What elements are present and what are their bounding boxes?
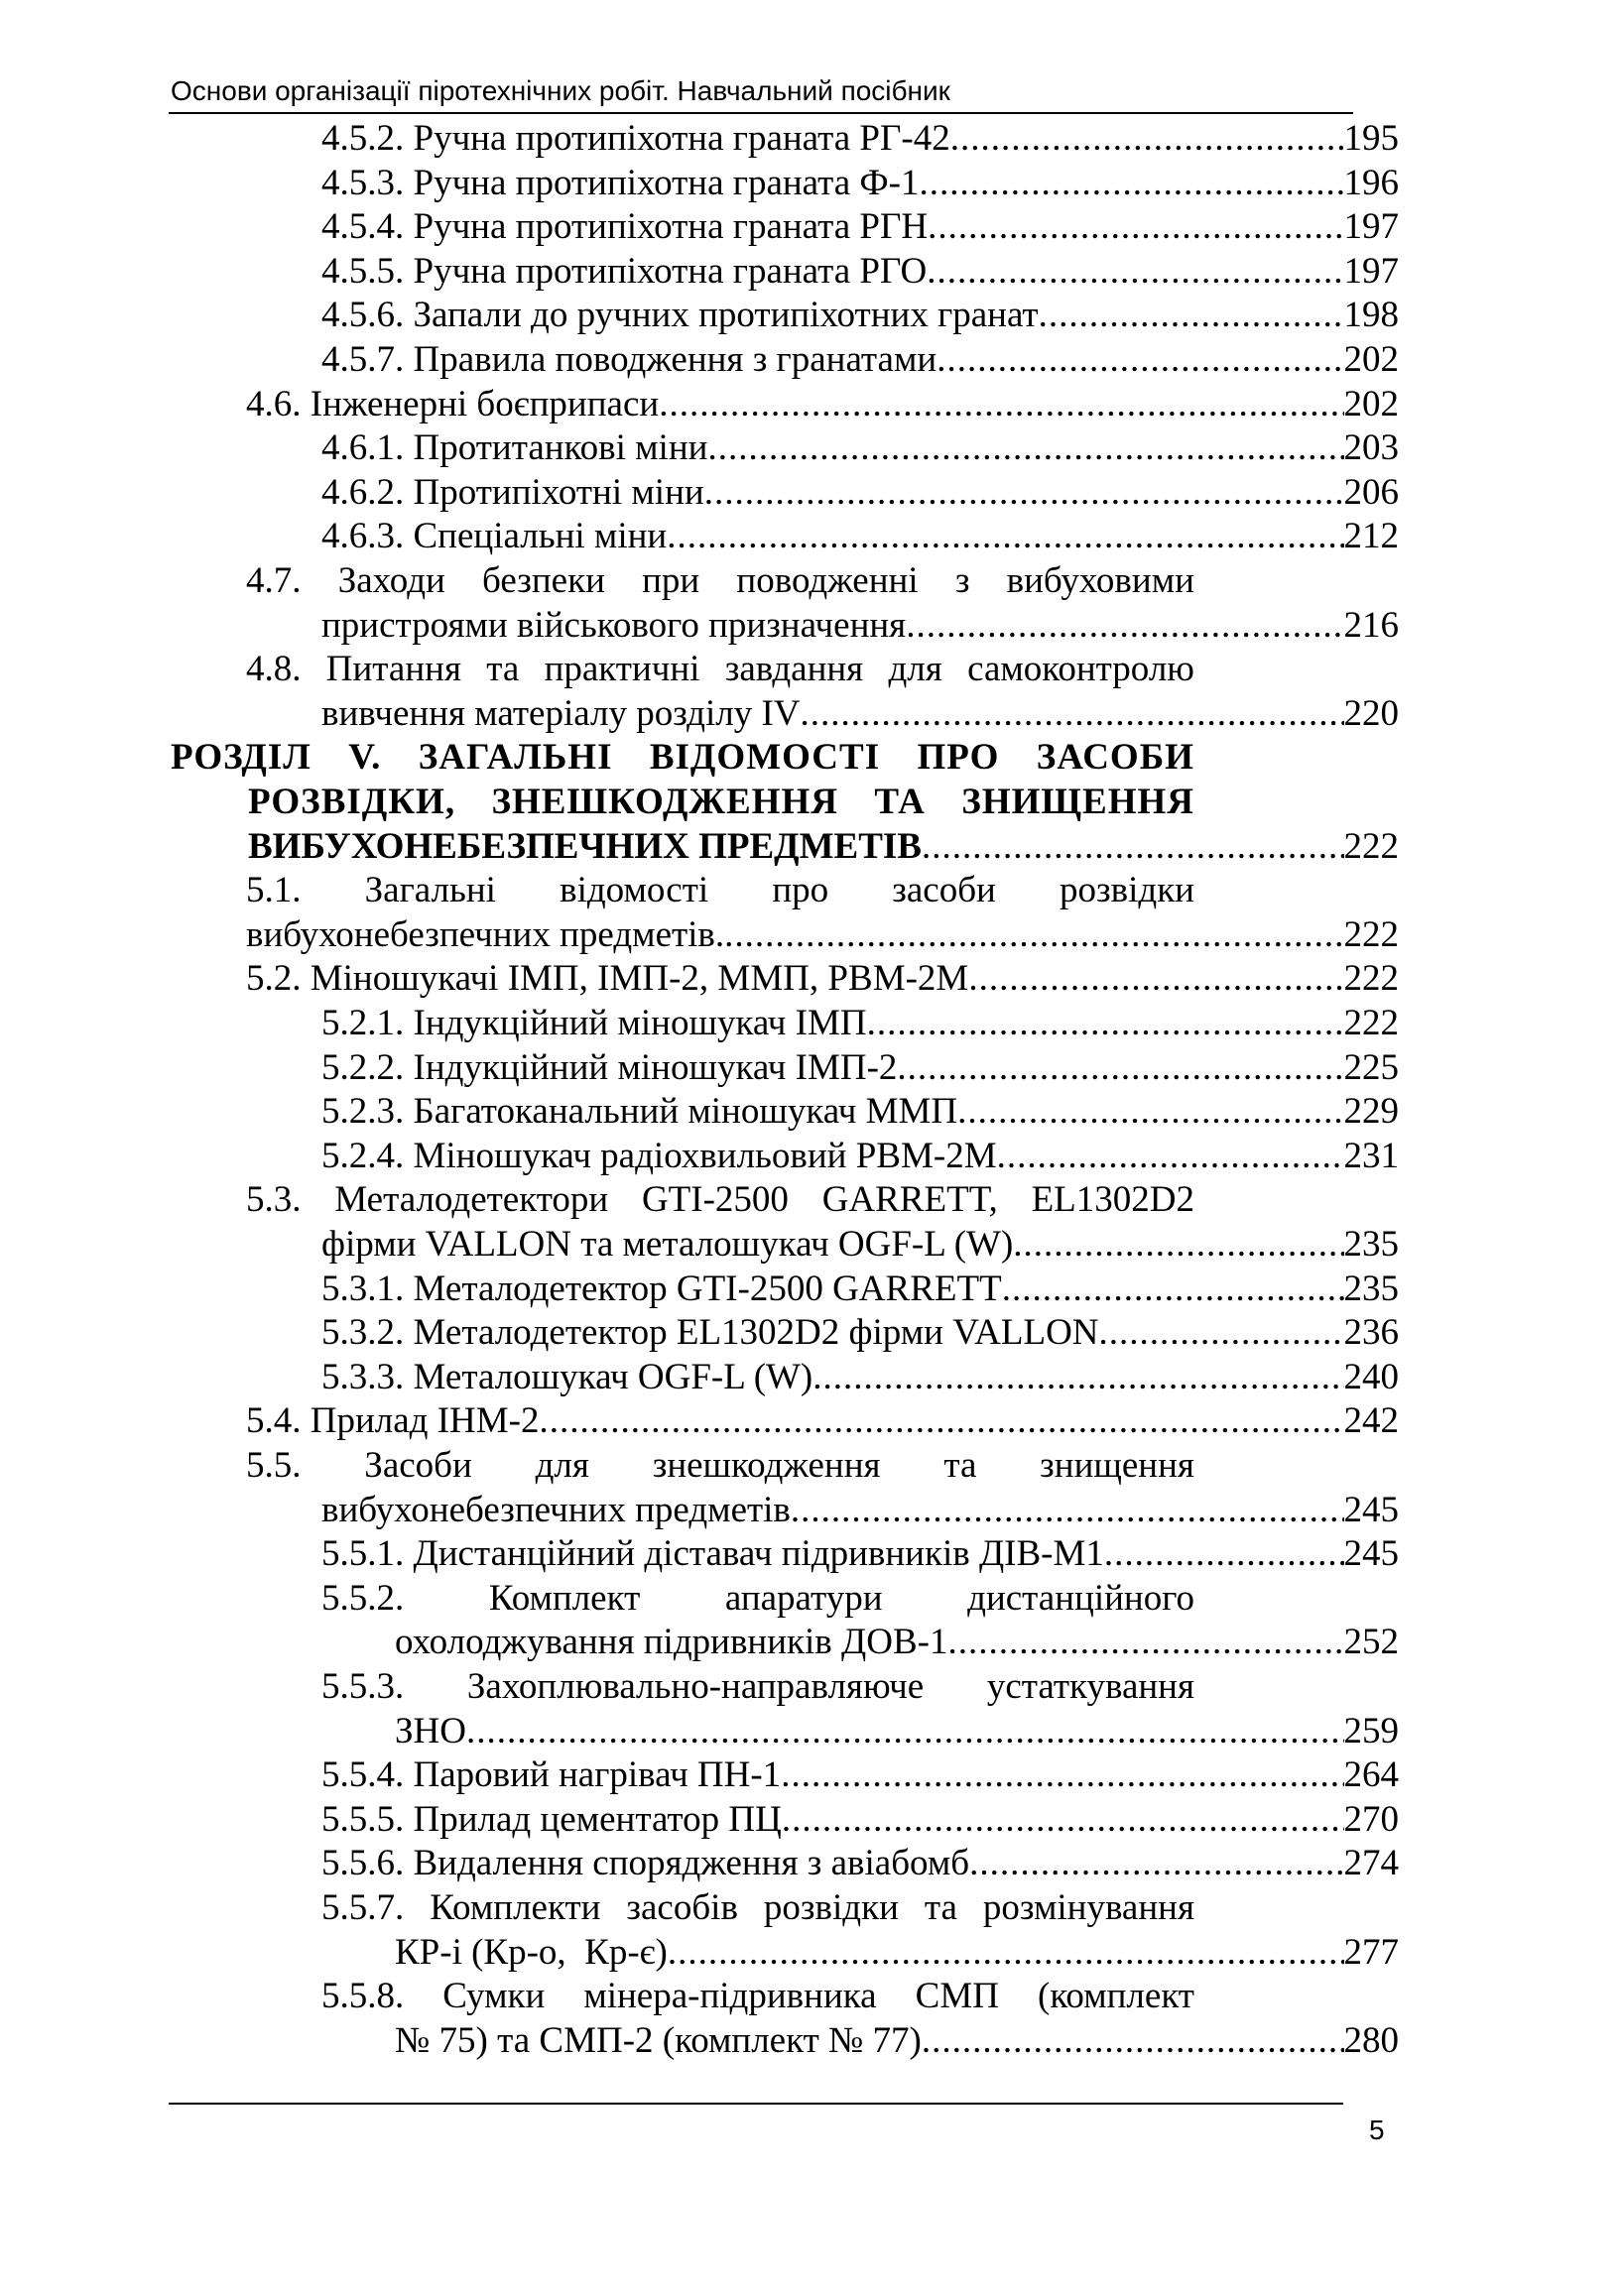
toc-leader-dots	[668, 1931, 1344, 1976]
toc-entry-line	[246, 1444, 1194, 1489]
toc-entry-label: вивчення матеріалу розділу IV	[321, 692, 801, 734]
toc-word: 5.5.	[246, 1445, 302, 1486]
toc-leader-dots	[969, 1842, 1343, 1886]
toc-entry-label: 5.2.4. Міношукач радіохвильовий РВМ-2М	[321, 1135, 997, 1176]
toc-word: 5.5.3.	[321, 1666, 405, 1707]
toc-entry-label: 5.2.1. Індукційний міношукач ІМП	[321, 1003, 867, 1043]
toc-entry-page: 264	[1343, 1754, 1399, 1796]
toc-leader-dots	[724, 913, 1343, 958]
toc-entry-label: 5.2.2. Індукційний міношукач ІМП-2	[321, 1046, 898, 1088]
toc-leader-dots	[540, 1399, 1344, 1444]
toc-entry	[321, 1268, 1399, 1312]
toc-entry	[321, 1489, 1399, 1533]
toc-entry	[321, 338, 1399, 383]
toc-entry-label: 4.6.1. Протитанкові міни	[321, 427, 708, 469]
toc-entry-page: 252	[1343, 1622, 1399, 1663]
toc-word: Засоби	[364, 1445, 472, 1486]
toc-word: 4.8.	[246, 649, 302, 690]
toc-word: устаткування	[986, 1666, 1194, 1707]
toc-word: вибуховими	[1006, 560, 1194, 601]
toc-leader-dots	[922, 825, 1344, 870]
toc-entry-label: КР-і (Кр-о, Кр-є)	[395, 1931, 668, 1973]
toc-entry-label: фірми VALLON та металошукач OGF-L (W)	[321, 1224, 1014, 1265]
toc-word: безпеки	[482, 560, 605, 601]
toc-word: для	[535, 1445, 589, 1486]
toc-word: (комплект	[1038, 1976, 1194, 2017]
toc-entry-label: вибухонебезпечних предметів	[321, 1489, 791, 1530]
toc-leader-dots	[968, 957, 1343, 1002]
toc-leader-dots	[928, 205, 1343, 250]
toc-entry-label: 5.3.1. Металодетектор GTI-2500 GARRETT	[321, 1268, 1002, 1309]
toc-leader-dots	[704, 471, 1344, 516]
toc-word: 5.5.2.	[321, 1577, 405, 1619]
toc-entry-page: 206	[1343, 471, 1399, 513]
toc-entry-page: 212	[1343, 516, 1399, 557]
toc-entry-page: 236	[1343, 1312, 1399, 1354]
toc-leader-dots	[782, 1798, 1344, 1843]
toc-entry-page: 235	[1343, 1268, 1399, 1309]
toc-entry-page: 242	[1343, 1400, 1399, 1442]
toc-leader-dots	[867, 1002, 1344, 1046]
toc-word: поводженні	[736, 560, 919, 601]
toc-word: для	[888, 649, 942, 690]
toc-leader-dots	[1104, 1532, 1344, 1577]
toc-entry-label: вибухонебезпечних предметів.	[246, 913, 725, 955]
toc-entry-line	[246, 648, 1194, 692]
toc-entry	[321, 604, 1399, 649]
toc-word: Питання	[325, 649, 461, 690]
toc-leader-dots	[927, 250, 1343, 295]
toc-section-heading	[248, 781, 1194, 825]
toc-entry	[321, 515, 1399, 559]
toc-word: Захоплювально-направляюче	[466, 1666, 925, 1707]
toc-entry	[321, 1842, 1399, 1886]
toc-entry	[321, 294, 1399, 338]
toc-word: ПРО	[917, 737, 1000, 779]
toc-entry	[246, 957, 1399, 1002]
toc-word: ЗНЕШКОДЖЕННЯ	[491, 782, 838, 822]
toc-entry-label: ЗНО	[395, 1710, 466, 1752]
toc-leader-dots	[801, 692, 1344, 737]
toc-entry-label: 5.3.3. Металошукач OGF-L (W)	[321, 1356, 813, 1397]
toc-entry-label: 5.5.5. Прилад цементатор ПЦ	[321, 1798, 782, 1840]
toc-entry	[321, 250, 1399, 295]
toc-leader-dots	[1002, 1268, 1344, 1312]
toc-entry-line	[321, 1577, 1194, 1622]
header-rule	[169, 112, 1353, 114]
toc-word: знешкодження	[652, 1445, 881, 1486]
toc-entry	[321, 1753, 1399, 1798]
toc-word: розвідки	[1060, 870, 1194, 911]
toc-word: засоби	[892, 870, 996, 911]
toc-word: ЗНИЩЕННЯ	[961, 782, 1194, 822]
toc-word: СМП	[915, 1976, 999, 2017]
toc-entry-line	[321, 1886, 1194, 1931]
toc-entry-line	[321, 1975, 1194, 2019]
toc-entry-page: 202	[1343, 383, 1399, 424]
toc-word: GTI-2500	[641, 1179, 789, 1221]
toc-entry-label: 4.6.3. Спеціальні міни	[321, 516, 668, 557]
toc-word: засобів	[626, 1887, 738, 1928]
toc-entry	[395, 1621, 1399, 1665]
toc-entry-label: 5.4. Прилад ІНМ-2	[246, 1400, 540, 1442]
toc-entry	[321, 1223, 1399, 1268]
toc-leader-dots	[997, 1135, 1344, 1179]
toc-word: 5.5.7.	[321, 1887, 405, 1928]
toc-leader-dots	[707, 426, 1343, 471]
toc-word: та	[486, 649, 520, 690]
toc-entry	[321, 162, 1399, 206]
toc-word: Комплект	[488, 1577, 641, 1619]
toc-entry-label: 4.6.2. Протипіхотні міни	[321, 471, 704, 513]
toc-entry-label: 4.5.7. Правила поводження з гранатами	[321, 339, 937, 380]
toc-word: Комплекти	[430, 1887, 601, 1928]
toc-word: 4.7.	[246, 560, 302, 601]
toc-entry-label: 4.5.4. Ручна протипіхотна граната РГН	[321, 206, 929, 248]
toc-word: розвідки	[763, 1887, 899, 1928]
toc-entry-page: 245	[1343, 1533, 1399, 1575]
toc-leader-dots	[812, 1356, 1343, 1400]
toc-leader-dots	[659, 383, 1343, 427]
toc-entry-page: 197	[1343, 206, 1399, 248]
toc-leader-dots	[906, 604, 1343, 649]
toc-entry-line	[321, 1665, 1194, 1710]
toc-entry-page: 277	[1343, 1931, 1399, 1973]
toc-word: та	[924, 1887, 957, 1928]
toc-entry-line	[246, 869, 1194, 913]
toc-word: завдання	[724, 649, 864, 690]
toc-leader-dots	[919, 162, 1343, 206]
toc-entry-page: 225	[1343, 1046, 1399, 1088]
toc-entry-label: 4.5.3. Ручна протипіхотна граната Ф-1	[321, 162, 920, 203]
toc-entry	[321, 1135, 1399, 1179]
toc-entry-label: 4.5.5. Ручна протипіхотна граната РГО	[321, 250, 928, 292]
toc-entry	[321, 1532, 1399, 1577]
toc-leader-dots	[922, 2019, 1344, 2064]
toc-word: ТА	[874, 782, 926, 822]
toc-section-heading	[171, 736, 1194, 781]
toc-word: ВІДОМОСТІ	[649, 737, 881, 779]
page-number: 5	[1369, 2115, 1385, 2145]
toc-word: апаратури	[724, 1577, 883, 1619]
toc-entry-page: 222	[1343, 913, 1399, 955]
toc-entry-page: 229	[1343, 1091, 1399, 1133]
toc-leader-dots	[791, 1489, 1344, 1533]
toc-word: Заходи	[337, 560, 445, 601]
toc-entry	[321, 117, 1399, 162]
toc-word: самоконтролю	[967, 649, 1194, 690]
toc-entry	[321, 1046, 1399, 1091]
toc-entry	[246, 1399, 1399, 1444]
running-header: Основи організації піротехнічних робіт. Навчальний посібник	[171, 75, 950, 106]
toc-entry-label: 5.5.4. Паровий нагрівач ПН-1	[321, 1754, 782, 1796]
toc-entry	[246, 913, 1399, 958]
toc-entry	[321, 1798, 1399, 1843]
toc-leader-dots	[1013, 1223, 1343, 1268]
toc-word: ЗАСОБИ	[1036, 737, 1194, 779]
toc-entry	[395, 1931, 1399, 1976]
toc-leader-dots	[1039, 294, 1344, 338]
toc-leader-dots	[1099, 1311, 1344, 1356]
toc-entry	[246, 383, 1399, 427]
toc-entry-page: 235	[1343, 1224, 1399, 1265]
toc-word: РОЗДІЛ	[171, 737, 312, 779]
toc-entry-page: 270	[1343, 1798, 1399, 1840]
toc-leader-dots	[667, 515, 1343, 559]
toc-leader-dots	[897, 1046, 1343, 1091]
toc-leader-dots	[781, 1753, 1343, 1798]
toc-word: Металодетектори	[334, 1179, 609, 1221]
toc-entry-label: 5.2. Міношукачі ІМП, ІМП-2, ММП, РВМ-2М	[246, 958, 969, 1000]
toc-entry-label: 4.5.6. Запали до ручних протипіхотних гранат	[321, 295, 1039, 336]
toc-entry-page: 195	[1343, 118, 1399, 159]
toc-entry	[321, 1311, 1399, 1356]
toc-entry-label: 5.5.6. Видалення спорядження з авіабомб	[321, 1843, 970, 1884]
toc-entry	[321, 205, 1399, 250]
toc-word: РОЗВІДКИ,	[248, 782, 456, 822]
toc-entry-label: 5.2.3. Багатоканальний міношукач ММП	[321, 1091, 958, 1133]
toc-word: при	[642, 560, 700, 601]
toc-entry	[321, 1090, 1399, 1135]
toc-word: ЗАГАЛЬНІ	[418, 737, 613, 779]
toc-word: Загальні	[364, 870, 496, 911]
toc-entry-page: 197	[1343, 250, 1399, 292]
toc-entry-page: 216	[1343, 604, 1399, 646]
toc-entry-line	[246, 559, 1194, 604]
toc-entry-line	[246, 1178, 1194, 1223]
toc-entry-label: ВИБУХОНЕБЕЗПЕЧНИХ ПРЕДМЕТІВ	[248, 825, 922, 867]
toc-entry-label: № 75) та СМП-2 (комплект № 77)	[395, 2019, 922, 2061]
toc-entry	[395, 1710, 1399, 1754]
toc-entry-page: 245	[1343, 1489, 1399, 1530]
toc-entry-page: 280	[1343, 2019, 1399, 2061]
toc-entry-label: пристроями військового призначення	[321, 604, 907, 646]
toc-entry-page: 222	[1343, 1003, 1399, 1043]
toc-entry	[321, 471, 1399, 516]
toc-entry-label: 4.5.2. Ручна протипіхотна граната РГ-42	[321, 118, 950, 159]
toc-leader-dots	[937, 338, 1343, 383]
toc-entry-page: 203	[1343, 427, 1399, 469]
toc-entry	[321, 426, 1399, 471]
toc-word: відомості	[560, 870, 709, 911]
toc-entry	[321, 692, 1399, 737]
toc-entry-page: 220	[1343, 692, 1399, 734]
toc-word: розмінування	[982, 1887, 1194, 1928]
toc-entry-page: 231	[1343, 1135, 1399, 1176]
toc-entry-page: 198	[1343, 295, 1399, 336]
footer-rule	[169, 2103, 1343, 2105]
toc-word: 5.3.	[246, 1179, 302, 1221]
toc-entry	[248, 825, 1399, 870]
toc-entry-page: 259	[1343, 1710, 1399, 1752]
toc-entry-label: 5.5.1. Дистанційний діставач підривників ДІВ-М1	[321, 1533, 1104, 1575]
toc-entry-label: охолоджування підривників ДОВ-1	[395, 1622, 948, 1663]
toc-entry-page: 202	[1343, 339, 1399, 380]
toc-word: Сумки	[442, 1976, 546, 2017]
toc-word: про	[772, 870, 829, 911]
toc-entry-label: 5.3.2. Металодетектор EL1302D2 фірми VALLON	[321, 1312, 1099, 1354]
toc-leader-dots	[950, 117, 1344, 162]
toc-word: дистанційного	[967, 1577, 1194, 1619]
toc-leader-dots	[957, 1090, 1343, 1135]
toc-entry-page: 240	[1343, 1356, 1399, 1397]
toc-word: 5.1.	[246, 870, 302, 911]
toc-entry-page: 196	[1343, 162, 1399, 203]
toc-word: EL1302D2	[1031, 1179, 1194, 1221]
toc-entry-page: 222	[1343, 958, 1399, 1000]
toc-leader-dots	[947, 1621, 1343, 1665]
toc-word: мінера-підривника	[583, 1976, 877, 2017]
toc-word: практичні	[544, 649, 700, 690]
toc-entry	[321, 1356, 1399, 1400]
toc-word: GARRETT,	[821, 1179, 998, 1221]
toc-word: та	[943, 1445, 977, 1486]
toc-word: знищення	[1040, 1445, 1194, 1486]
toc-leader-dots	[466, 1710, 1344, 1754]
toc-entry-page: 274	[1343, 1843, 1399, 1884]
toc-word: з	[954, 560, 970, 601]
toc-entry-label: 4.6. Інженерні боєприпаси	[246, 383, 660, 424]
toc-word: V.	[348, 737, 382, 779]
toc-word: 5.5.8.	[321, 1976, 405, 2017]
toc-entry-page: 222	[1343, 825, 1399, 867]
toc-entry	[321, 1002, 1399, 1046]
toc-entry	[395, 2019, 1399, 2064]
